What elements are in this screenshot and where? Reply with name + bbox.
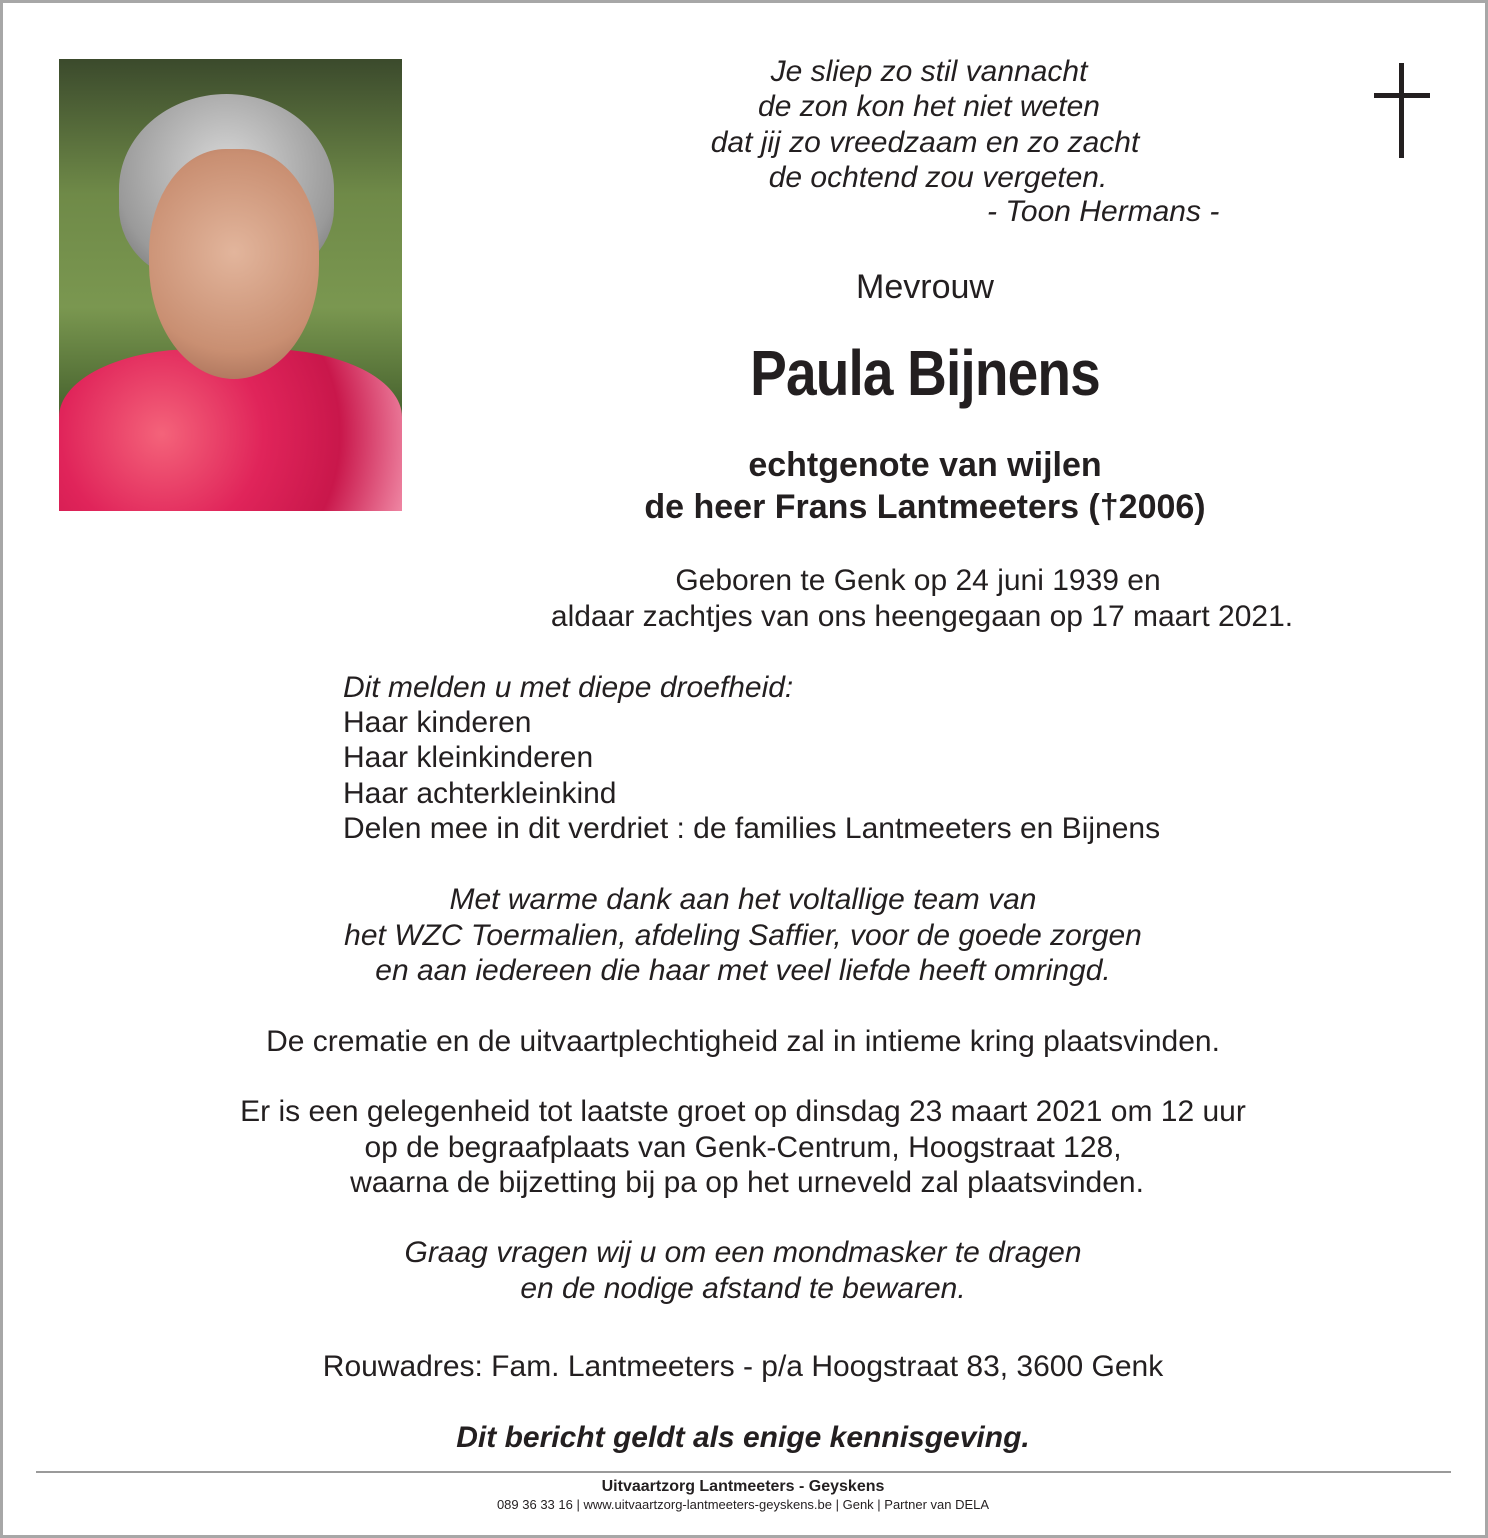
- funeral-home-details: 089 36 33 16 | www.uitvaartzorg-lantmeeters-geyskens.be | Genk | Partner van DELA: [496, 1497, 990, 1512]
- mourner-item: Haar kinderen: [343, 706, 532, 739]
- notice: Dit bericht geldt als enige kennisgeving.: [456, 1421, 1030, 1454]
- thanks-line: en aan iedereen die haar met veel liefde heeft omringd.: [375, 954, 1111, 987]
- thanks-line: Met warme dank aan het voltallige team van: [449, 883, 1037, 916]
- mourner-item: Haar achterkleinkind: [343, 777, 617, 810]
- footer-divider: [36, 1471, 1451, 1473]
- deceased-name: Paula Bijnens: [750, 337, 1100, 409]
- poem-line: de ochtend zou vergeten.: [768, 161, 1108, 194]
- poem-author: - Toon Hermans -: [987, 195, 1220, 228]
- portrait-photo: [59, 59, 402, 511]
- mourners-intro: Dit melden u met diepe droefheid:: [343, 671, 794, 704]
- mask-line: Graag vragen wij u om een mondmasker te dragen: [404, 1236, 1082, 1269]
- farewell-line: op de begraafplaats van Genk-Centrum, Hoogstraat 128,: [364, 1131, 1122, 1164]
- mask-line: en de nodige afstand te bewaren.: [520, 1272, 966, 1305]
- honorific: Mevrouw: [856, 268, 994, 306]
- mourner-item: Haar kleinkinderen: [343, 741, 594, 774]
- poem-line: Je sliep zo stil vannacht: [770, 55, 1088, 88]
- dates-line: Geboren te Genk op 24 juni 1939 en: [675, 564, 1161, 597]
- farewell-line: waarna de bijzetting bij pa op het urneveld zal plaatsvinden.: [350, 1166, 1144, 1199]
- cremation-text: De crematie en de uitvaartplechtigheid zal in intieme kring plaatsvinden.: [266, 1025, 1220, 1058]
- spouse-line: de heer Frans Lantmeeters (†2006): [644, 488, 1206, 526]
- funeral-home-name: Uitvaartzorg Lantmeeters - Geyskens: [601, 1478, 885, 1495]
- mourning-address: Rouwadres: Fam. Lantmeeters - p/a Hoogstraat 83, 3600 Genk: [322, 1350, 1164, 1383]
- poem-line: dat jij zo vreedzaam en zo zacht: [710, 126, 1140, 159]
- spouse-line: echtgenote van wijlen: [748, 446, 1102, 484]
- dates-line: aldaar zachtjes van ons heengegaan op 17 maart 2021.: [550, 600, 1294, 633]
- mourner-item: Delen mee in dit verdriet : de families Lantmeeters en Bijnens: [343, 812, 1161, 845]
- poem-line: de zon kon het niet weten: [758, 90, 1100, 123]
- photo-face: [149, 149, 319, 379]
- farewell-line: Er is een gelegenheid tot laatste groet op dinsdag 23 maart 2021 om 12 uur: [240, 1095, 1246, 1128]
- thanks-line: het WZC Toermalien, afdeling Saffier, voor de goede zorgen: [344, 919, 1142, 952]
